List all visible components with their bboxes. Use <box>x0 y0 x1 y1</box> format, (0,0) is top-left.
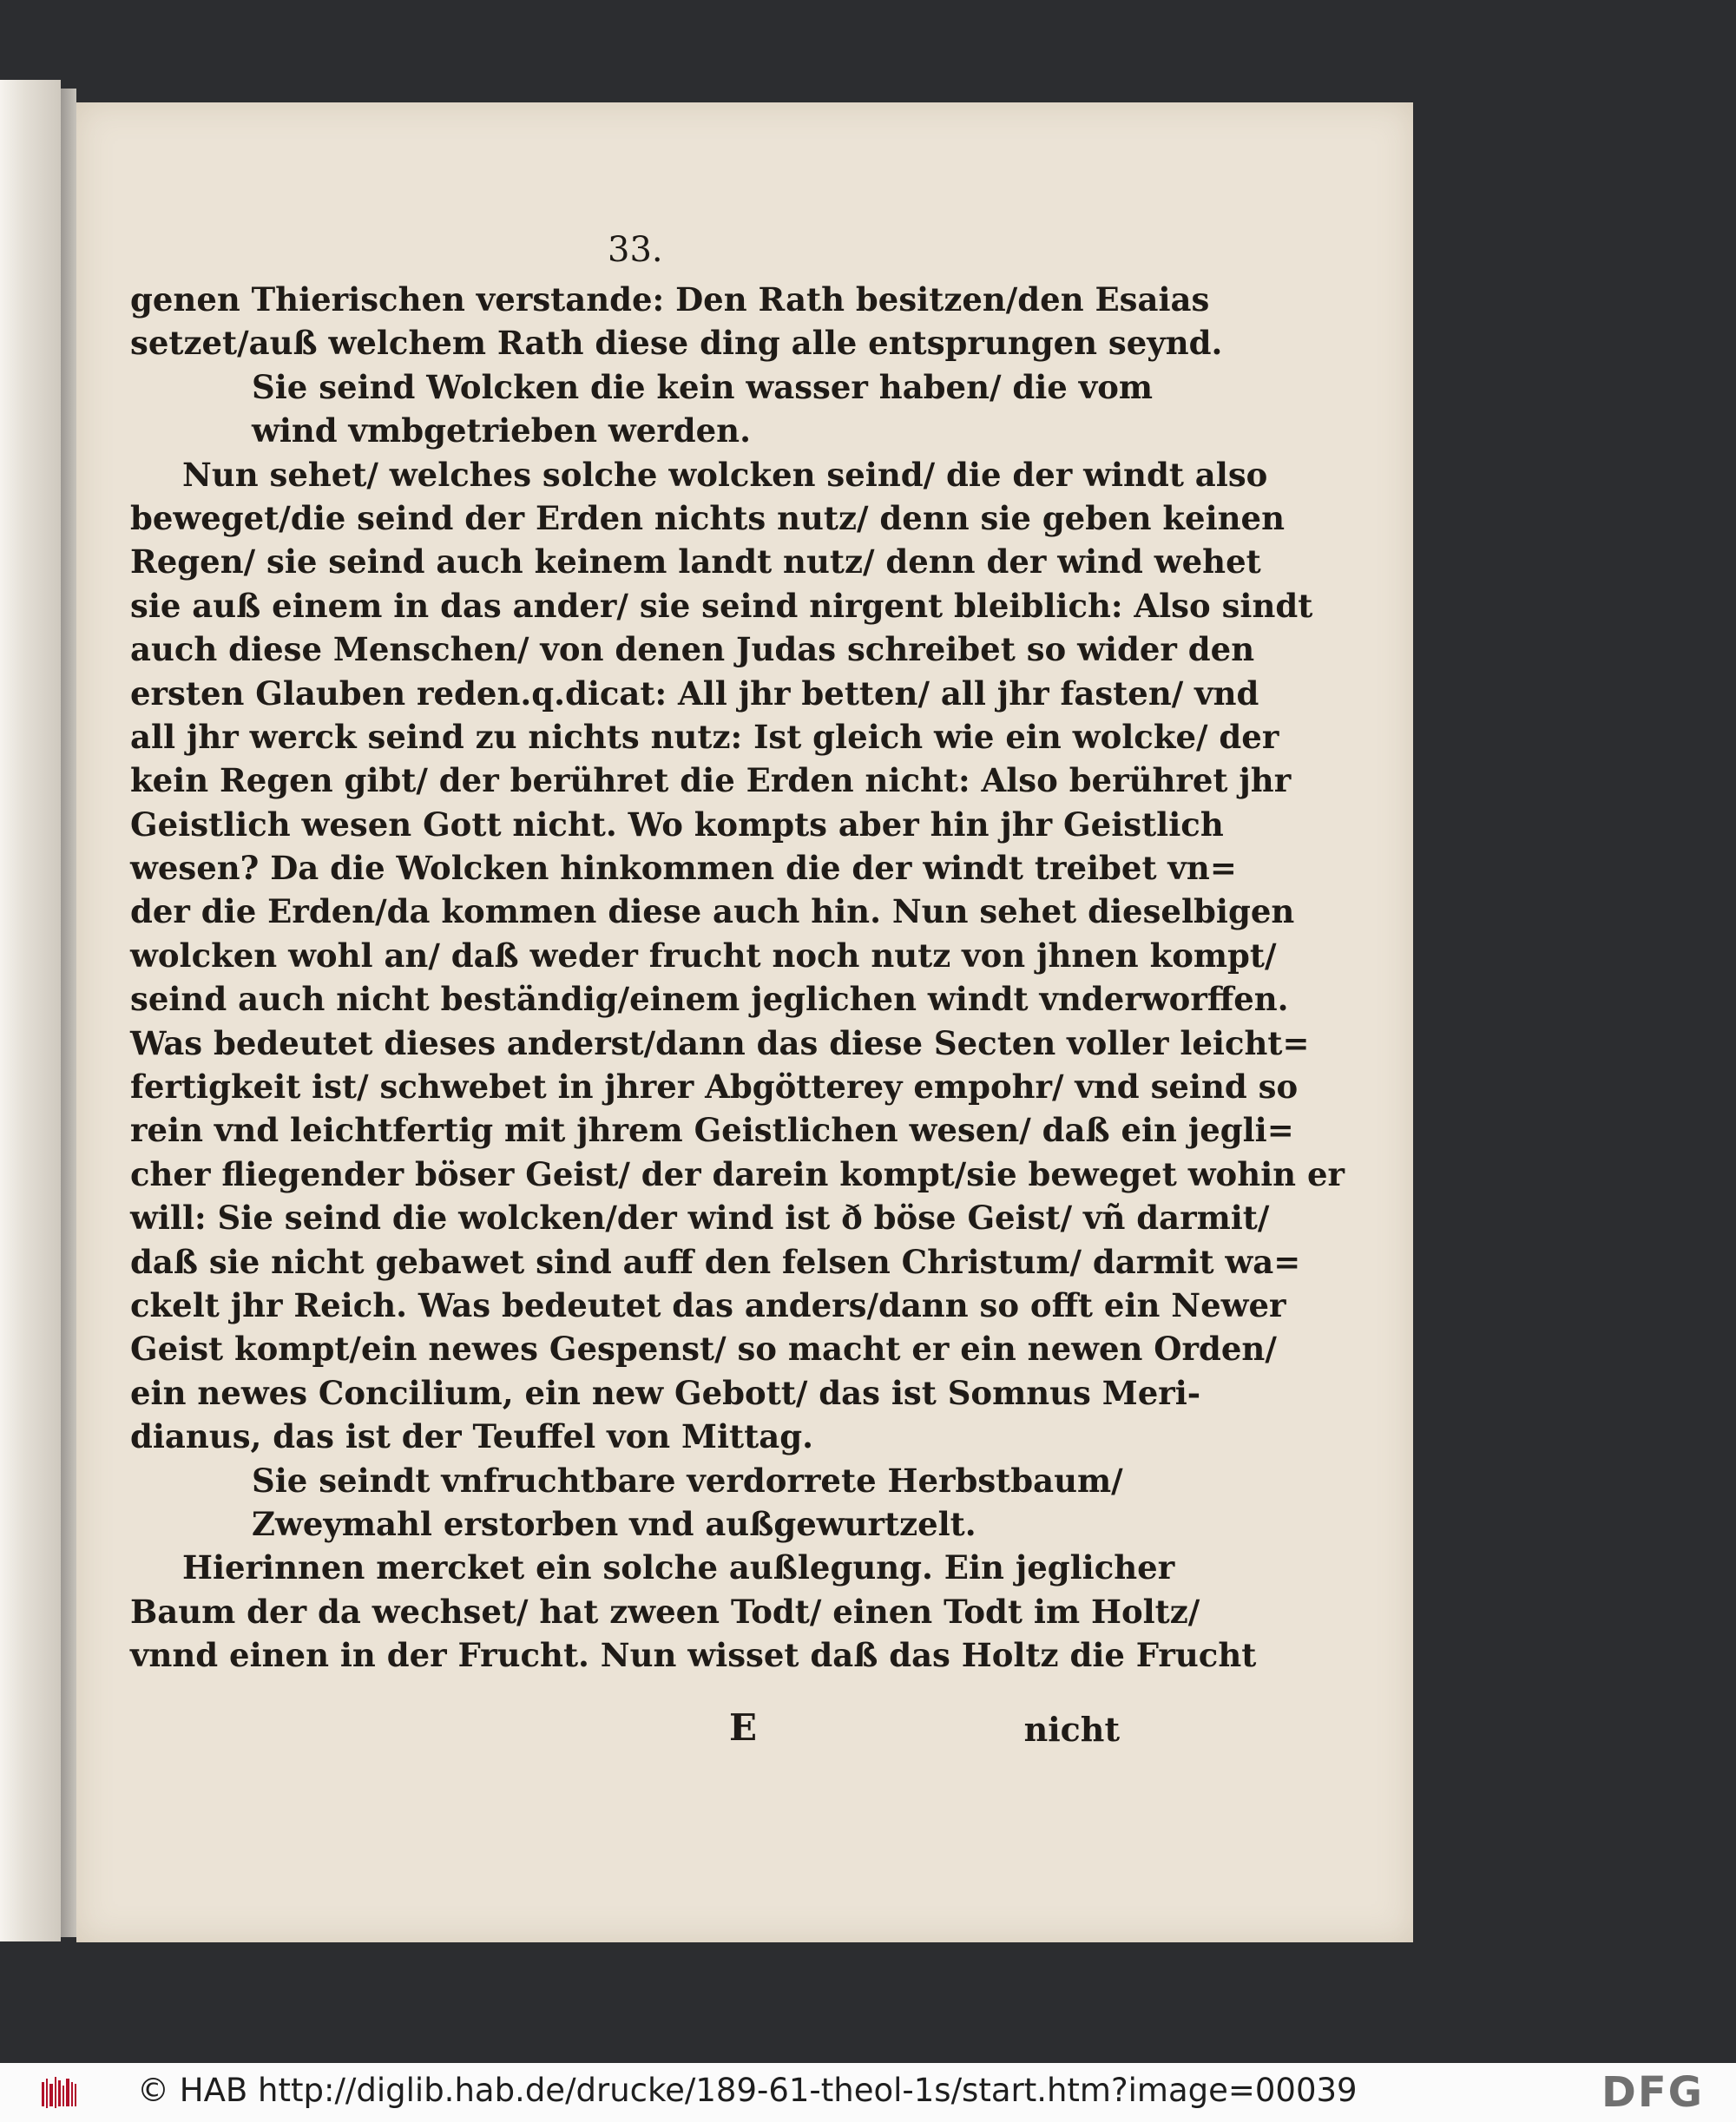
footer-credit-link[interactable]: © HAB http://diglib.hab.de/drucke/189-61-theol-1s/start.htm?image=00039 <box>137 2072 1358 2109</box>
text-line: der die Erden/da kommen diese auch hin. Nun sehet dieselbigen <box>130 892 1295 931</box>
signature-mark: E <box>729 1706 758 1749</box>
text-line: fertigkeit ist/ schwebet in jhrer Abgötterey empohr/ vnd seind so <box>130 1068 1299 1107</box>
text-line: Geist kompt/ein newes Gespenst/ so macht er ein newen Orden/ <box>130 1330 1277 1369</box>
text-line: wesen? Da die Wolcken hinkommen die der windt treibet vn= <box>130 849 1237 888</box>
page-number: 33. <box>608 230 663 270</box>
dfg-logo: DFG <box>1601 2068 1705 2117</box>
text-line: auch diese Menschen/ von denen Judas schreibet so wider den <box>130 630 1255 669</box>
text-line: Baum der da wechset/ hat zween Todt/ einen Todt im Holtz/ <box>130 1592 1200 1631</box>
text-line: will: Sie seind die wolcken/der wind ist ð böse Geist/ vñ darmit/ <box>130 1199 1270 1238</box>
barcode-icon <box>42 2075 76 2110</box>
previous-page-edge <box>0 80 61 1941</box>
text-line: setzet/auß welchem Rath diese ding alle entsprungen seynd. <box>130 324 1223 363</box>
page-foot <box>130 1706 1120 1758</box>
text-line: Zweymahl erstorben vnd außgewurtzelt. <box>252 1504 976 1543</box>
text-line: ersten Glauben reden.q.dicat: All jhr betten/ all jhr fasten/ vnd <box>130 673 1259 713</box>
text-line: dianus, das ist der Teuffel von Mittag. <box>130 1417 813 1456</box>
text-line: Was bedeutet dieses anderst/dann das diese Secten voller leicht= <box>130 1023 1310 1062</box>
text-line: vnnd einen in der Frucht. Nun wisset daß das Holtz die Frucht <box>130 1636 1257 1675</box>
text-line: ein newes Concilium, ein new Gebott/ das ist Somnus Meri- <box>130 1373 1201 1412</box>
text-line: Sie seind Wolcken die kein wasser haben/ die vom <box>252 367 1154 406</box>
text-line: Nun sehet/ welches solche wolcken seind/ die der windt also <box>182 455 1268 494</box>
page-text <box>130 278 1345 1678</box>
text-line: rein vnd leichtfertig mit jhrem Geistlichen wesen/ daß ein jegli= <box>130 1111 1294 1150</box>
text-line: seind auch nicht beständig/einem jeglichen windt vnderworffen. <box>130 980 1289 1019</box>
text-line: wolcken wohl an/ daß weder frucht noch nutz von jhnen kompt/ <box>130 936 1277 975</box>
text-line: Regen/ sie seind auch keinem landt nutz/ denn der wind wehet <box>130 542 1261 581</box>
text-line: genen Thierischen verstande: Den Rath besitzen/den Esaias <box>130 280 1210 319</box>
text-line: ckelt jhr Reich. Was bedeutet das anders/dann so offt ein Newer <box>130 1285 1286 1324</box>
text-line: sie auß einem in das ander/ sie seind nirgent bleiblich: Also sindt <box>130 586 1313 625</box>
footer-bar <box>0 2063 1736 2122</box>
text-line: wind vmbgetrieben werden. <box>252 411 751 450</box>
text-line: cher fliegender böser Geist/ der darein kompt/sie beweget wohin er <box>130 1154 1345 1193</box>
text-line: kein Regen gibt/ der berühret die Erden nicht: Also berühret jhr <box>130 761 1292 800</box>
book-gutter <box>61 89 76 1937</box>
text-line: Sie seindt vnfruchtbare verdorrete Herbstbaum/ <box>252 1461 1123 1500</box>
text-line: Hierinnen mercket ein solche außlegung. Ein jeglicher <box>182 1548 1175 1587</box>
text-line: Geistlich wesen Gott nicht. Wo kompts aber hin jhr Geistlich <box>130 805 1224 844</box>
text-line: all jhr werck seind zu nichts nutz: Ist gleich wie ein wolcke/ der <box>130 717 1279 756</box>
text-line: daß sie nicht gebawet sind auff den felsen Christum/ darmit wa= <box>130 1242 1301 1281</box>
text-line: beweget/die seind der Erden nichts nutz/ denn sie geben keinen <box>130 498 1285 537</box>
catchword: nicht <box>1023 1710 1120 1749</box>
